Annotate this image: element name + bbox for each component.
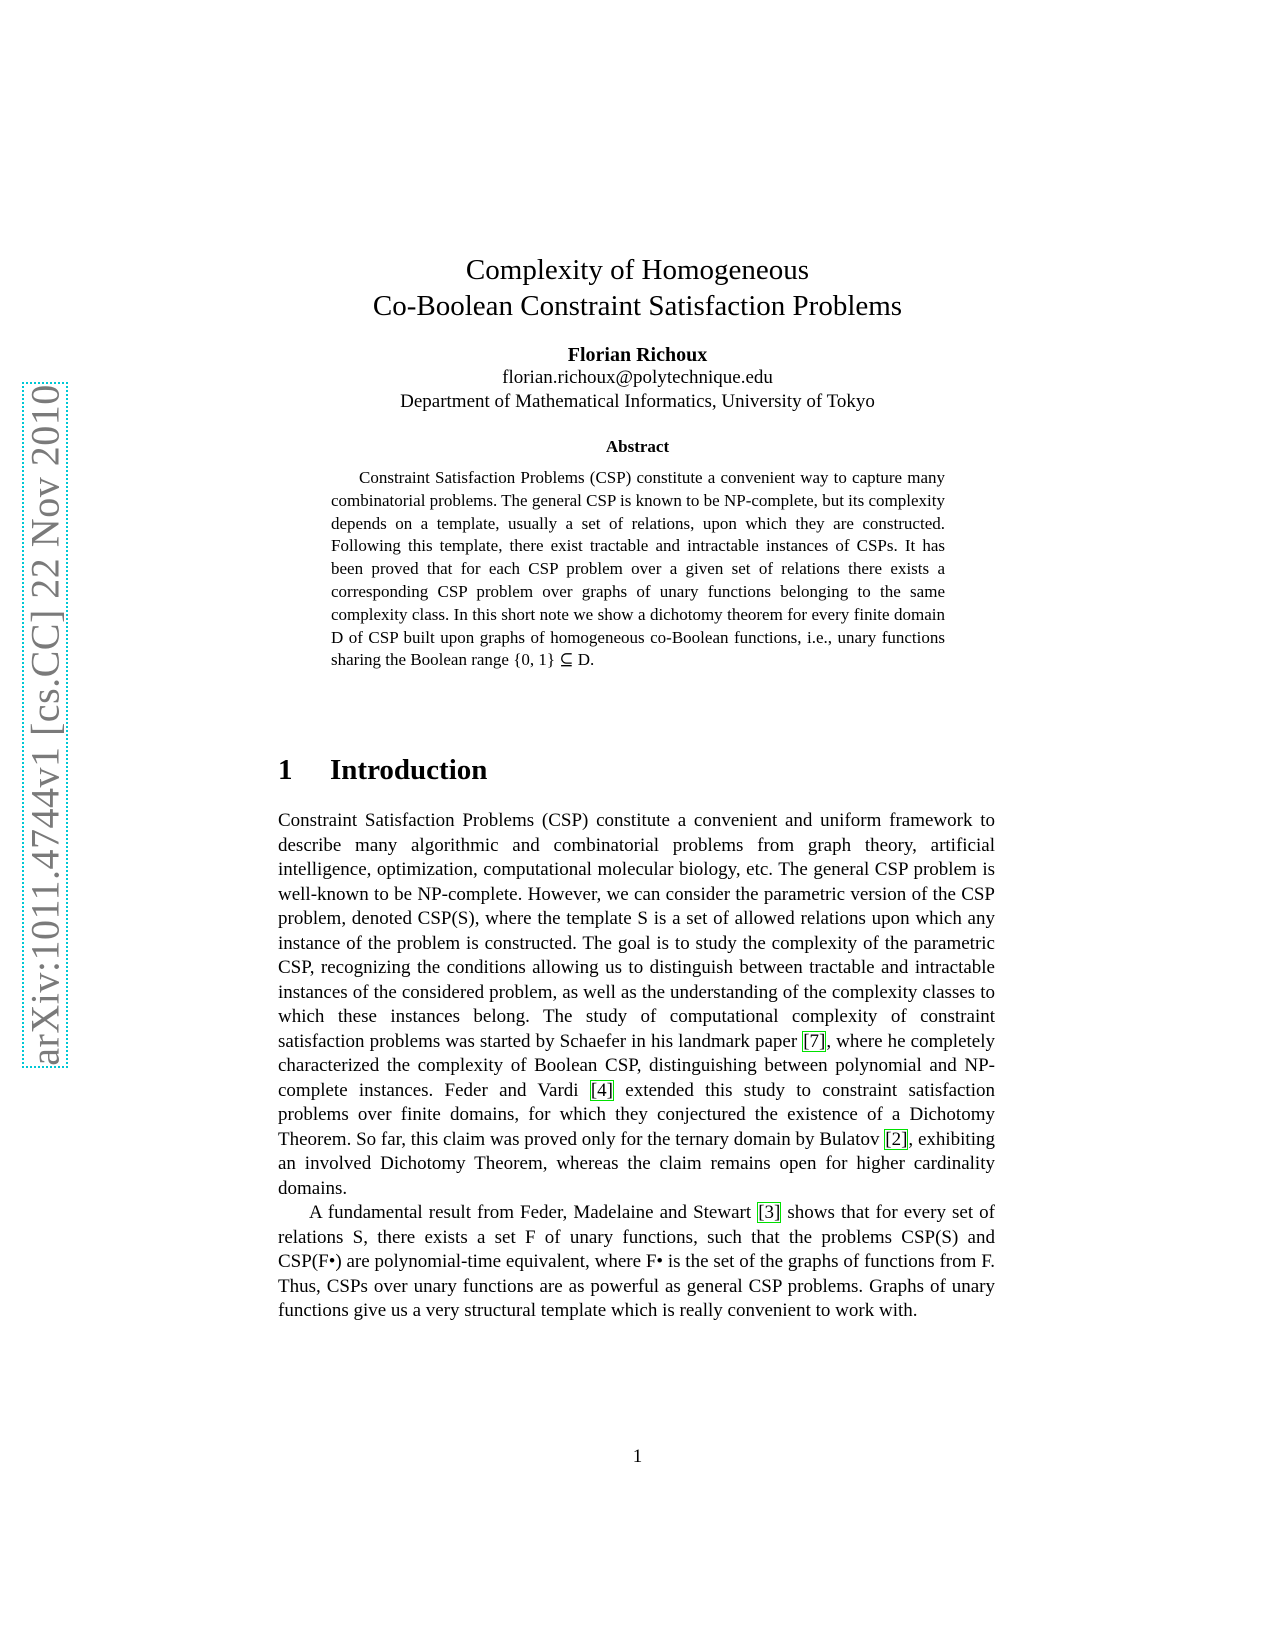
title-line-1: Complexity of Homogeneous — [465, 254, 810, 286]
arxiv-stamp-text: arXiv:1011.4744v1 [cs.CC] 22 Nov 2010 — [22, 384, 68, 1066]
paper-title — [0, 252, 1275, 324]
page-number: 1 — [632, 1446, 643, 1467]
intro-p1-part-b: , where he completely characterized the complexity of Boolean CSP, distinguishing between polynomial and NP-complete instances. Feder and Vardi — [278, 1030, 995, 1101]
citation-link-3[interactable]: [3] — [758, 1202, 781, 1223]
author-block — [0, 344, 1275, 414]
section-heading — [278, 754, 487, 787]
intro-p1-part-a: Constraint Satisfaction Problems (CSP) constitute a convenient and uniform framework to describe many algorithmic and combinatorial problems from graph theory, artificial intelligence, optimization, computational molecular biology, etc. The general CSP problem is well-known to be NP-complete. However, we can consider the parametric version of the CSP problem, denoted CSP(S), where the template S is a set of allowed relations upon which any instance of the problem is constructed. The goal is to study the complexity of the parametric CSP, recognizing the conditions allowing us to distinguish between tractable and intractable instances of the considered problem, as well as the understanding of the complexity classes to which these instances belong. The study of computational complexity of constraint satisfaction problems was started by Schaefer in his landmark paper — [278, 810, 995, 1052]
citation-link-2[interactable]: [2] — [885, 1128, 908, 1150]
intro-p1-part-d: , exhibiting an involved Dichotomy Theorem, whereas the claim remains open for higher cardinality domains. — [278, 1128, 995, 1199]
section-number: 1 — [278, 754, 293, 786]
intro-p2-part-a: A fundamental result from Feder, Madelaine and Stewart — [309, 1202, 758, 1223]
intro-p1-part-c: extended this study to constraint satisfaction problems over finite domains, for which they conjectured the existence of a Dichotomy Theorem. So far, this claim was proved only for the ternary domain by Bulatov — [278, 1079, 995, 1150]
title-line-2: Co-Boolean Constraint Satisfaction Problems — [372, 290, 903, 322]
arxiv-stamp — [22, 382, 68, 1068]
abstract-heading: Abstract — [605, 437, 670, 456]
intro-p2-part-b: shows that for every set of relations S, there exists a set F of unary functions, such that the problems CSP(S) and CSP(F•) are polynomial-time equivalent, where F• is the set of the graphs of functions from F. Thus, CSPs over unary functions are as powerful as general CSP problems. Graphs of unary functions give us a very structural template which is really convenient to work with. — [278, 1202, 995, 1321]
author-email: florian.richoux@polytechnique.edu — [502, 367, 773, 388]
intro-body — [278, 809, 995, 1324]
section-title: Introduction — [330, 754, 488, 786]
abstract-text: Constraint Satisfaction Problems (CSP) constitute a convenient way to capture many combinatorial problems. The general CSP is known to be NP-complete, but its complexity depends on a template, usually a set of relations, upon which they are constructed. Following this template, there exist tractable and intractable instances of CSPs. It has been proved that for each CSP problem over a given set of relations there exists a corresponding CSP problem over graphs of unary functions belonging to the same complexity class. In this short note we show a dichotomy theorem for every finite domain D of CSP built upon graphs of homogeneous co-Boolean functions, i.e., unary functions sharing the Boolean range {0, 1} ⊆ D. — [331, 468, 945, 670]
author-name: Florian Richoux — [567, 344, 708, 366]
intro-paragraph-2 — [278, 1201, 995, 1324]
intro-paragraph-1 — [278, 809, 995, 1201]
citation-link-4[interactable]: [4] — [590, 1079, 613, 1101]
citation-link-7[interactable]: [7] — [803, 1030, 826, 1052]
author-affiliation: Department of Mathematical Informatics, University of Tokyo — [400, 391, 875, 412]
